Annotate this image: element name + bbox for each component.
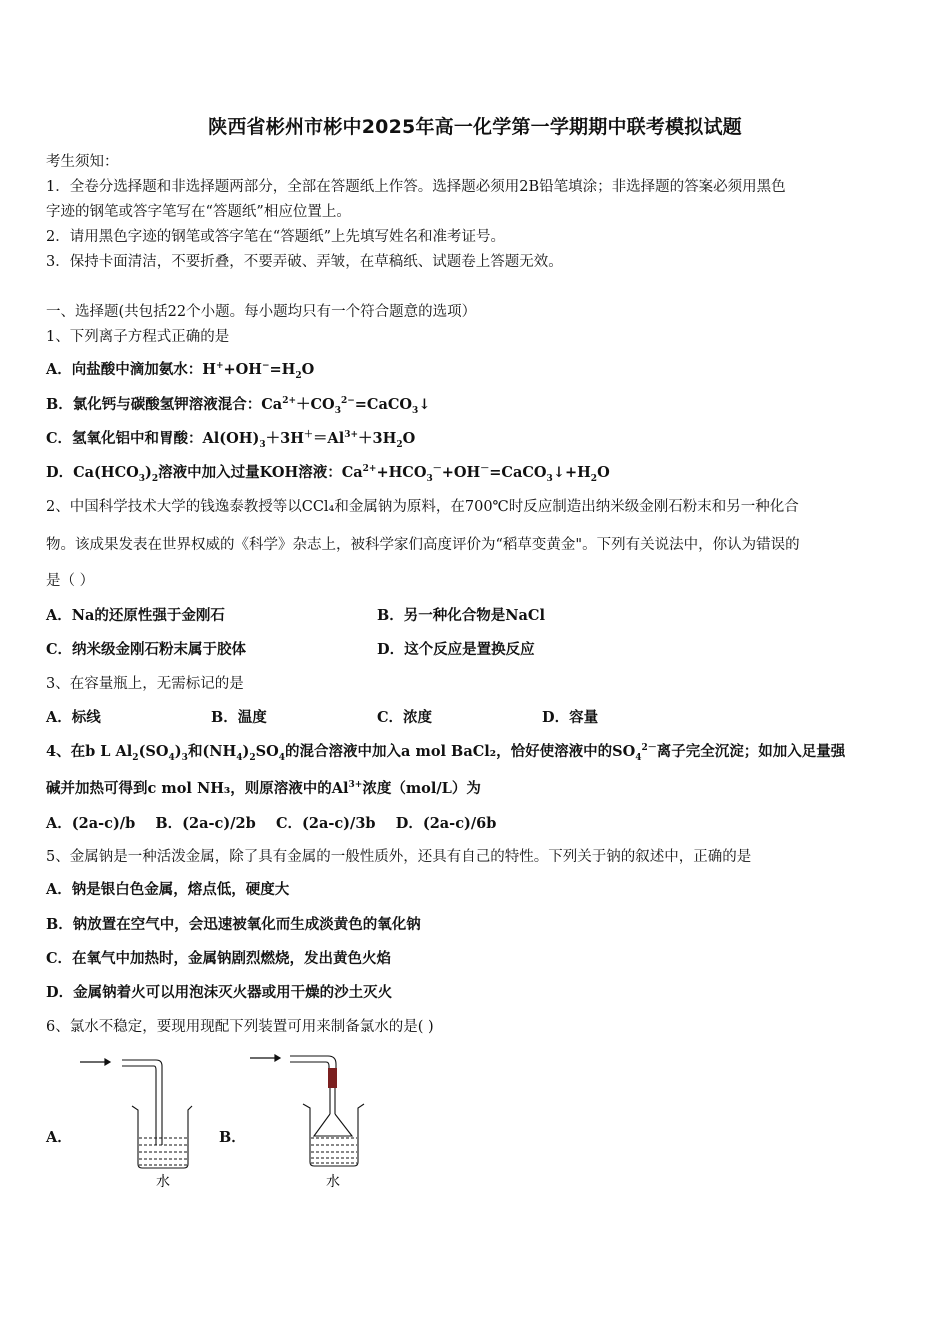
q6-label-a: A． [46,1129,72,1146]
funnel [314,1088,352,1136]
q1-option-d-mid: 溶液中加入过量KOH溶液： [158,464,342,481]
q2-option-a: A．Na的还原性强于金刚石 [46,607,225,624]
q4-line-1: 4、在b L $Al_2(SO_4)_3$和$(NH_4)_2SO_4$的混合溶液中加入a mol BaCl₂，恰好使溶液中的$SO_4^{2-}$离子完全沉淀；如加入足量强 [46,743,846,763]
notice-item-3: 3．保持卡面清洁，不要折叠，不要弄破、弄皱，在草稿纸、试题卷上答题无效。 [46,254,563,270]
arrow-icon [80,1059,110,1065]
q2-line-3: 是（ ） [46,573,95,589]
q1-option-c-label: C．氢氧化铝中和胃酸： [46,430,203,447]
q6-label-b: B． [219,1129,246,1146]
notice-item-1a: 1．全卷分选择题和非选择题两部分，全部在答题纸上作答。选择题必须用2B铅笔填涂；非选择题的答案必须用黑色 [46,179,786,195]
q4-line-2-post: 浓度（mol/L）为 [362,780,481,797]
q3-option-a: A．标线 [46,709,101,726]
q1-option-a: A．向盐酸中滴加氨水：$H^++OH^-=H_2O$ [46,361,315,381]
q2-line-1: 2、中国科学技术大学的钱逸泰教授等以CCl₄和金属钠为原料，在700℃时反应制造出纳米级金刚石粉末和另一种化合 [46,499,799,515]
water-level [311,1138,357,1163]
q3-stem: 3、在容量瓶上，无需标记的是 [46,676,244,692]
q4-options: A．(2a-c)/b B．(2a-c)/2b C．(2a-c)/3b D．(2a-c)/6b [46,815,497,832]
water-level [139,1138,187,1165]
rubber-stopper [328,1068,337,1088]
q1-option-b: B．氯化钙与碳酸氢钾溶液混合：$Ca^{2+}+CO_3^{2-}=CaCO_3↓$ [46,396,431,416]
q3-option-d: D．容量 [542,709,599,726]
q2-line-2: 物。该成果发表在世界权威的《科学》杂志上，被科学家们高度评价为“稻草变黄金"。下列有关说法中，你认为错误的 [46,537,800,553]
q4-line-2-pre: 碱并加热可得到c mol NH₃，则原溶液中的 [46,780,332,797]
q4-line-2: 碱并加热可得到c mol NH₃，则原溶液中的$Al^{3+}$浓度（mol/L）为 [46,780,481,797]
gas-tube [122,1060,162,1145]
q1-option-a-label: A．向盐酸中滴加氨水： [46,361,203,378]
q1-stem: 1、下列离子方程式正确的是 [46,329,230,345]
q4-line-1-post: 离子完全沉淀；如加入足量强 [656,743,846,760]
apparatus-b-figure [240,1046,390,1196]
q1-option-d-label: D． [46,464,74,481]
arrow-icon [250,1055,280,1061]
q2-option-c: C．纳米级金刚石粉末属于胶体 [46,641,247,658]
q3-option-c: C．浓度 [377,709,433,726]
beaker [303,1104,364,1166]
page-title: 陕西省彬州市彬中2025年高一化学第一学期期中联考模拟试题 [208,116,742,138]
section-heading: 一、选择题(共包括22个小题。每小题均只有一个符合题意的选项） [46,304,477,320]
q5-option-c: C．在氧气中加热时，金属钠剧烈燃烧，发出黄色火焰 [46,950,392,967]
q3-option-b: B．温度 [211,709,267,726]
q5-option-a: A．钠是银白色金属，熔点低，硬度大 [46,881,290,898]
q1-option-d: D．$Ca(HCO_3)_2$溶液中加入过量KOH溶液：$Ca^{2+}+HCO_3^-+OH^-=CaCO_3↓+H_2O$ [46,464,610,484]
q2-option-b: B．另一种化合物是NaCl [377,607,545,624]
gas-tube [290,1056,336,1068]
q5-stem: 5、金属钠是一种活泼金属，除了具有金属的一般性质外，还具有自己的特性。下列关于钠的叙述中，正确的是 [46,849,752,865]
apparatus-a-figure [70,1050,210,1195]
q1-option-b-label: B．氯化钙与碳酸氢钾溶液混合： [46,396,262,413]
q5-option-b: B．钠放置在空气中，会迅速被氧化而生成淡黄色的氧化钠 [46,916,421,933]
q4-line-1-pre: 4、在b L [46,743,116,760]
q4-line-1-mid: 的混合溶液中加入a mol BaCl₂，恰好使溶液中的 [285,743,613,760]
q6-stem: 6、氯水不稳定，要现用现配下列装置可用来制备氯水的是( ) [46,1019,434,1035]
notice-item-2: 2．请用黑色字迹的钢笔或答字笔在“答题纸”上先填写姓名和准考证号。 [46,229,506,245]
q2-option-d: D．这个反应是置换反应 [377,641,535,658]
q5-option-d: D．金属钠着火可以用泡沫灭火器或用干燥的沙土灭火 [46,984,393,1001]
q1-option-c: C．氢氧化铝中和胃酸：$Al(OH)_3+3H^+=Al^{3+}+3H_2O$ [46,430,416,450]
water-label-a: 水 [156,1174,170,1190]
notice-heading: 考生须知： [46,154,119,170]
notice-item-1b: 字迹的钢笔或答字笔写在“答题纸”相应位置上。 [46,204,351,220]
water-label-b: 水 [326,1174,340,1190]
